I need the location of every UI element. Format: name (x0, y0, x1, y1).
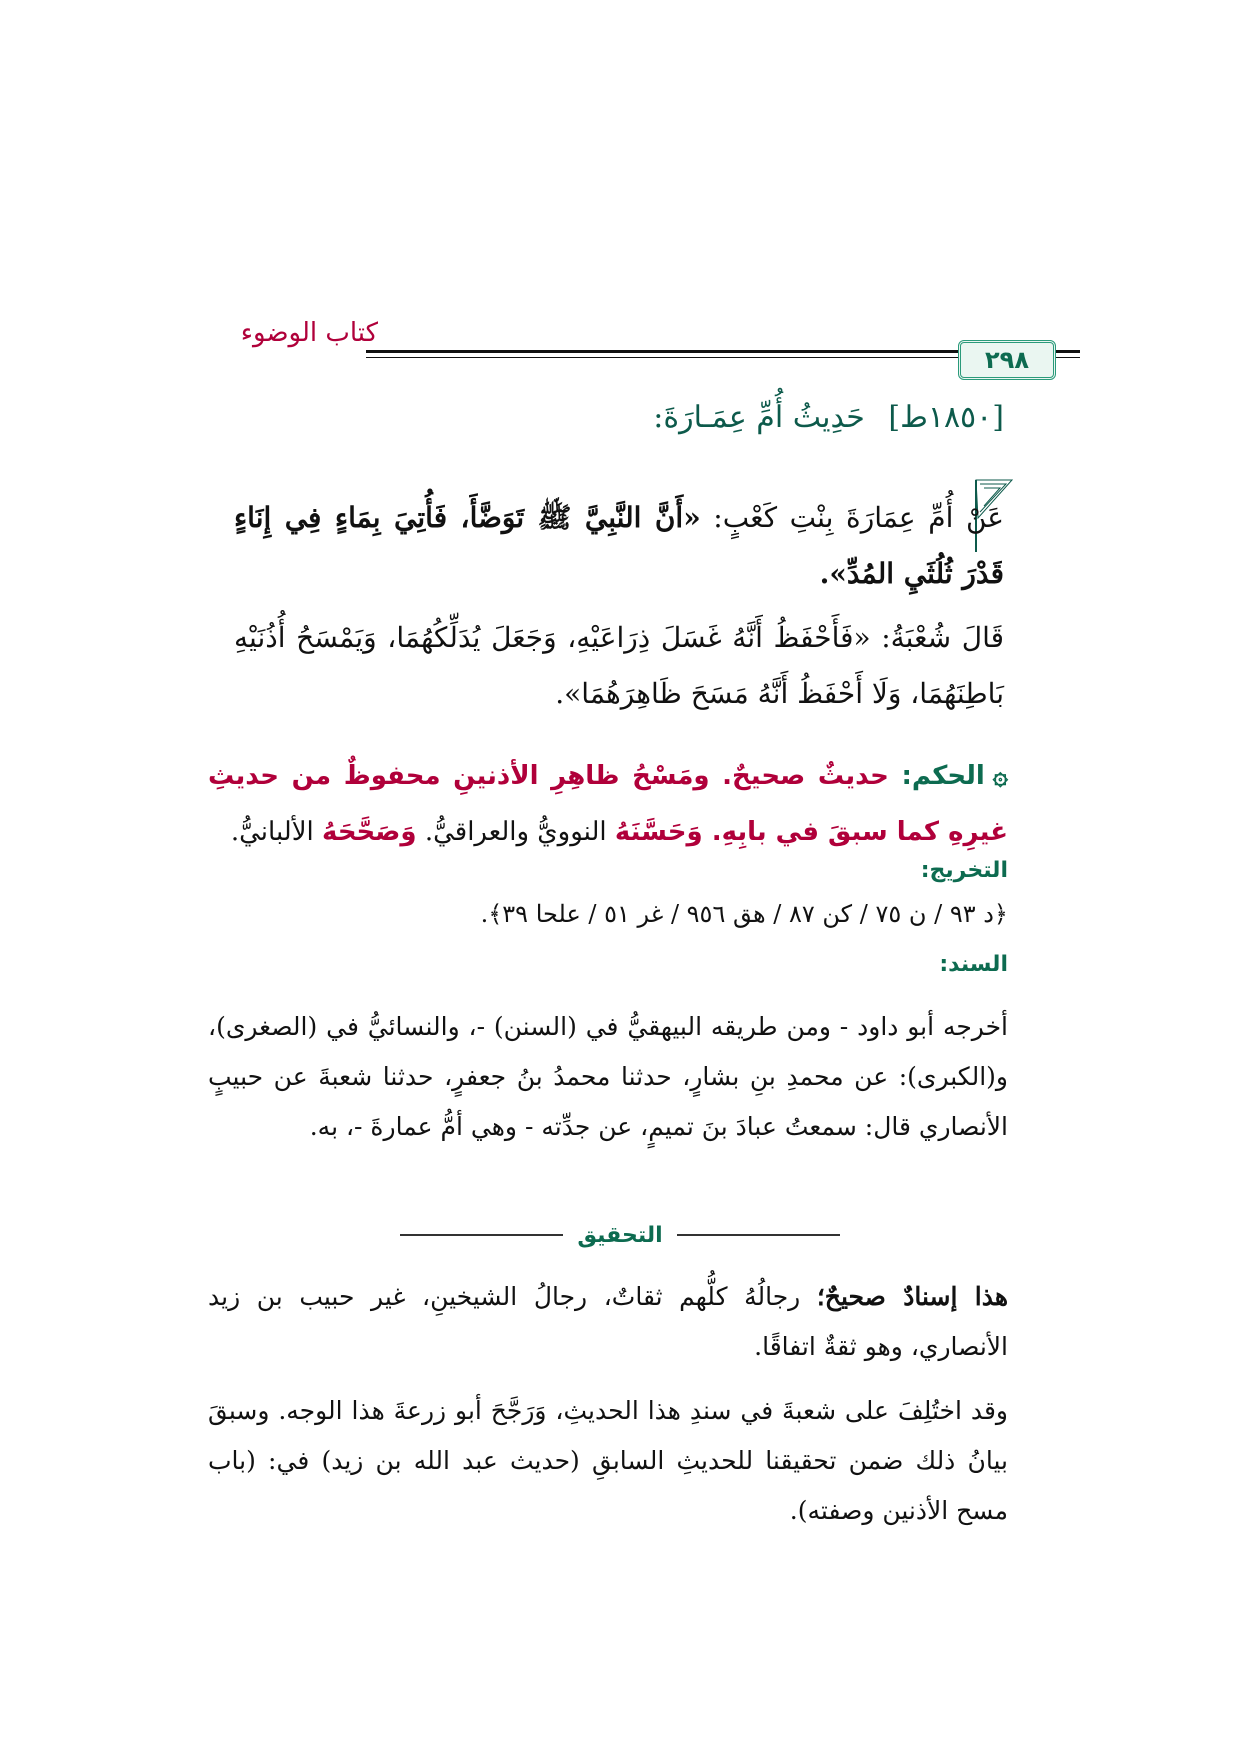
tahqiq-paragraph-1 (208, 1272, 1008, 1372)
matn-intro: عَنْ أُمِّ عِمَارَةَ بِنْتِ كَعْبٍ: (700, 501, 1004, 534)
header-rule-top (366, 350, 960, 353)
hadith-title (204, 400, 1004, 435)
hukm-label: الحكم: (901, 761, 985, 791)
takhrij-refs: ﴿د ٩٣ / ن ٧٥ / كن ٨٧ / هق ٩٥٦ / غر ٥١ / علحا ٣٩﴾. (480, 900, 1008, 928)
tahqiq-paragraph-2: وقد اختُلِفَ على شعبةَ في سندِ هذا الحديثِ، وَرَجَّحَ أبو زرعةَ هذا الوجه. وسبقَ بيانُ ذلك ضمن تحقيقنا للحديثِ السابقِ (حديث عبد الله بن زيد) في: (باب مسح الأذنين وصفته). (208, 1396, 1008, 1525)
hadith-number: [١٨٥٠ط] (888, 400, 1004, 435)
divider-line-left (400, 1234, 563, 1236)
header-rule-tail-bottom (1056, 357, 1080, 358)
sanad-label: السند: (939, 952, 1008, 977)
header-rule-bottom (366, 357, 960, 358)
header-rule-tail-top (1056, 350, 1080, 353)
tahqiq-paragraph-1-rest: رجالُهُ كلُّهم ثقاتٌ، رجالُ الشيخينِ، غير حبيب بن زيد الأنصاري، وهو ثقةٌ اتفاقًا. (208, 1282, 1008, 1361)
sanad-text: أخرجه أبو داود - ومن طريقه البيهقيُّ في (السنن) -، والنسائيُّ في (الصغرى)، و(الكبرى): عن محمدِ بنِ بشارٍ، حدثنا محمدُ بنُ جعفرٍ، حدثنا شعبةَ عن حبيبٍ الأنصاري قال: سمعتُ عبادَ بنَ تميمٍ، عن جدِّته - وهي أمُّ عمارةَ -، به. (208, 1012, 1008, 1141)
takhrij-label: التخريج: (920, 858, 1008, 883)
tahqiq-verdict: هذا إسنادٌ صحيحٌ؛ (816, 1282, 1009, 1311)
hassanahu-by: النوويُّ والعراقيُّ. (416, 817, 615, 847)
matn-text: «أَنَّ النَّبِيَّ ﷺ تَوَضَّأَ، فَأُتِيَ بِمَاءٍ فِي إِنَاءٍ قَدْرَ ثُلُثَيِ المُدِّ». (234, 501, 1004, 590)
divider-line-right (677, 1234, 840, 1236)
tahqiq-heading: التحقيق (577, 1222, 663, 1248)
tahqiq-divider (400, 1221, 840, 1249)
hassanahu: وَحَسَّنَهُ (614, 817, 703, 847)
sahhahahu-by: الألبانيُّ. (230, 817, 323, 847)
flower-icon: ۞ (992, 761, 1008, 791)
shuba-statement: قَالَ شُعْبَةُ: «فَأَحْفَظُ أَنَّهُ غَسَلَ ذِرَاعَيْهِ، وَجَعَلَ يُدَلِّكُهُمَا، وَيَمْسَحُ أُذُنَيْهِ بَاطِنَهُمَا، وَلَا أَحْفَظُ أَنَّهُ مَسَحَ ظَاهِرَهُمَا». (234, 621, 1004, 710)
page-number-badge: ٢٩٨ (958, 340, 1056, 380)
hadith-matn (234, 490, 1004, 602)
hukm-text: حديثٌ صحيحٌ. ومَسْحُ ظاهِرِ الأذنينِ محفوظٌ من حديثِ غيرِهِ كما سبقَ في بابِهِ. (208, 761, 1008, 847)
hadith-title-text: حَدِيثُ أُمِّ عِمَـارَةَ: (653, 400, 865, 435)
hukm-block (208, 748, 1008, 860)
chapter-title: كتاب الوضوء (240, 318, 378, 348)
sahhahahu: وَصَحَّحَهُ (322, 817, 417, 847)
